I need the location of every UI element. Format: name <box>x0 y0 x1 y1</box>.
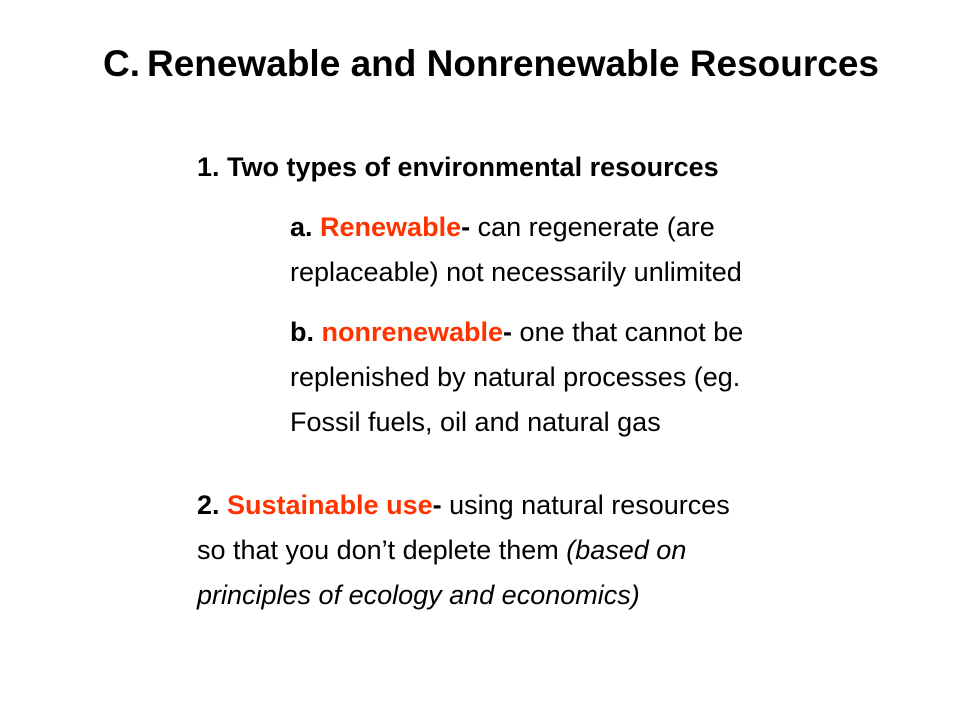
item-b-dash: - <box>503 317 520 347</box>
title-number: C. <box>103 43 140 84</box>
item-a-line2: replaceable) not necessarily unlimited <box>290 257 742 287</box>
point-2-line1: using natural resources <box>449 490 730 520</box>
point-1-heading: 1. Two types of environmental resources <box>197 152 719 182</box>
item-b-prefix: b. <box>290 317 322 347</box>
item-b-nonrenewable <box>290 310 930 445</box>
item-a-prefix: a. <box>290 212 321 242</box>
point-2-dash: - <box>432 490 450 520</box>
point-2-term: Sustainable use <box>227 490 433 520</box>
item-b-line1: one that cannot be <box>519 317 744 347</box>
item-b-line3: Fossil fuels, oil and natural gas <box>290 407 661 437</box>
point-2-prefix: 2. <box>197 490 228 520</box>
item-b-line2: replenished by natural processes (eg. <box>290 362 741 392</box>
item-a-line1: can regenerate (are <box>477 212 715 242</box>
point-2-sustainable-use <box>197 483 937 618</box>
point-2-line2: so that you don’t deplete them <box>197 535 567 565</box>
item-b-term: nonrenewable <box>321 317 504 347</box>
slide-title <box>103 40 923 87</box>
item-a-dash: - <box>461 212 478 242</box>
point-2-italic-2: principles of ecology and economics) <box>197 580 640 610</box>
point-2-italic-1: (based on <box>566 535 687 565</box>
title-text: Renewable and Nonrenewable Resources <box>147 43 880 84</box>
item-a-renewable <box>290 205 930 295</box>
item-a-term: Renewable <box>320 212 462 242</box>
